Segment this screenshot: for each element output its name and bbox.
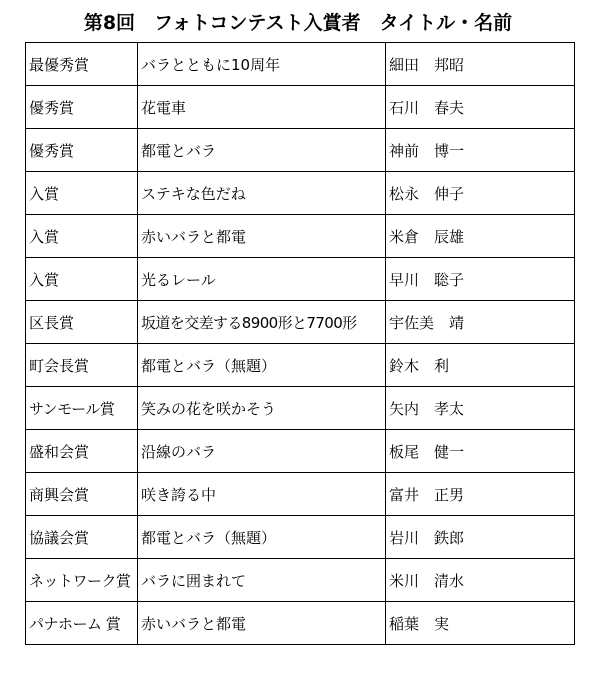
photo-title-cell: 都電とバラ（無題） (138, 516, 386, 559)
winner-name-cell: 石川 春夫 (386, 86, 575, 129)
table-row (26, 430, 575, 473)
award-cell: 入賞 (26, 215, 138, 258)
table-row (26, 559, 575, 602)
photo-title-cell: 沿線のバラ (138, 430, 386, 473)
page-title: 第8回 フォトコンテスト入賞者 タイトル・名前 (83, 12, 513, 34)
award-cell: 入賞 (26, 258, 138, 301)
winners-table-body (26, 43, 575, 645)
photo-title-cell: 笑みの花を咲かそう (138, 387, 386, 430)
table-row (26, 344, 575, 387)
winner-name-cell: 松永 伸子 (386, 172, 575, 215)
award-cell: ネットワーク賞 (26, 559, 138, 602)
winner-name-cell: 早川 聡子 (386, 258, 575, 301)
table-row (26, 387, 575, 430)
winner-name-cell: 富井 正男 (386, 473, 575, 516)
winner-name-cell: 宇佐美 靖 (386, 301, 575, 344)
photo-title-cell: 都電とバラ（無題） (138, 344, 386, 387)
winner-name-cell: 鈴木 利 (386, 344, 575, 387)
table-row (26, 86, 575, 129)
table-row (26, 473, 575, 516)
award-cell: 優秀賞 (26, 129, 138, 172)
winner-name-cell: 稲葉 実 (386, 602, 575, 645)
table-row (26, 43, 575, 86)
photo-title-cell: 赤いバラと都電 (138, 215, 386, 258)
award-cell: 盛和会賞 (26, 430, 138, 473)
photo-title-cell: バラとともに10周年 (138, 43, 386, 86)
winners-table (25, 42, 575, 645)
table-row (26, 129, 575, 172)
photo-title-cell: ステキな色だね (138, 172, 386, 215)
award-cell: 入賞 (26, 172, 138, 215)
table-row (26, 258, 575, 301)
award-cell: 最優秀賞 (26, 43, 138, 86)
winner-name-cell: 細田 邦昭 (386, 43, 575, 86)
table-row (26, 301, 575, 344)
winner-name-cell: 岩川 鉄郎 (386, 516, 575, 559)
table-row (26, 215, 575, 258)
award-cell: 協議会賞 (26, 516, 138, 559)
winner-name-cell: 米川 清水 (386, 559, 575, 602)
award-cell: 優秀賞 (26, 86, 138, 129)
winner-name-cell: 板尾 健一 (386, 430, 575, 473)
photo-title-cell: バラに囲まれて (138, 559, 386, 602)
winner-name-cell: 米倉 辰雄 (386, 215, 575, 258)
photo-title-cell: 花電車 (138, 86, 386, 129)
winner-name-cell: 矢内 孝太 (386, 387, 575, 430)
photo-title-cell: 都電とバラ (138, 129, 386, 172)
table-row (26, 602, 575, 645)
award-cell: パナホーム 賞 (26, 602, 138, 645)
photo-title-cell: 咲き誇る中 (138, 473, 386, 516)
winner-name-cell: 神前 博一 (386, 129, 575, 172)
table-row (26, 172, 575, 215)
photo-title-cell: 赤いバラと都電 (138, 602, 386, 645)
photo-title-cell: 坂道を交差する8900形と7700形 (138, 301, 386, 344)
award-cell: サンモール賞 (26, 387, 138, 430)
award-cell: 町会長賞 (26, 344, 138, 387)
photo-title-cell: 光るレール (138, 258, 386, 301)
table-row (26, 516, 575, 559)
award-cell: 商興会賞 (26, 473, 138, 516)
award-cell: 区長賞 (26, 301, 138, 344)
